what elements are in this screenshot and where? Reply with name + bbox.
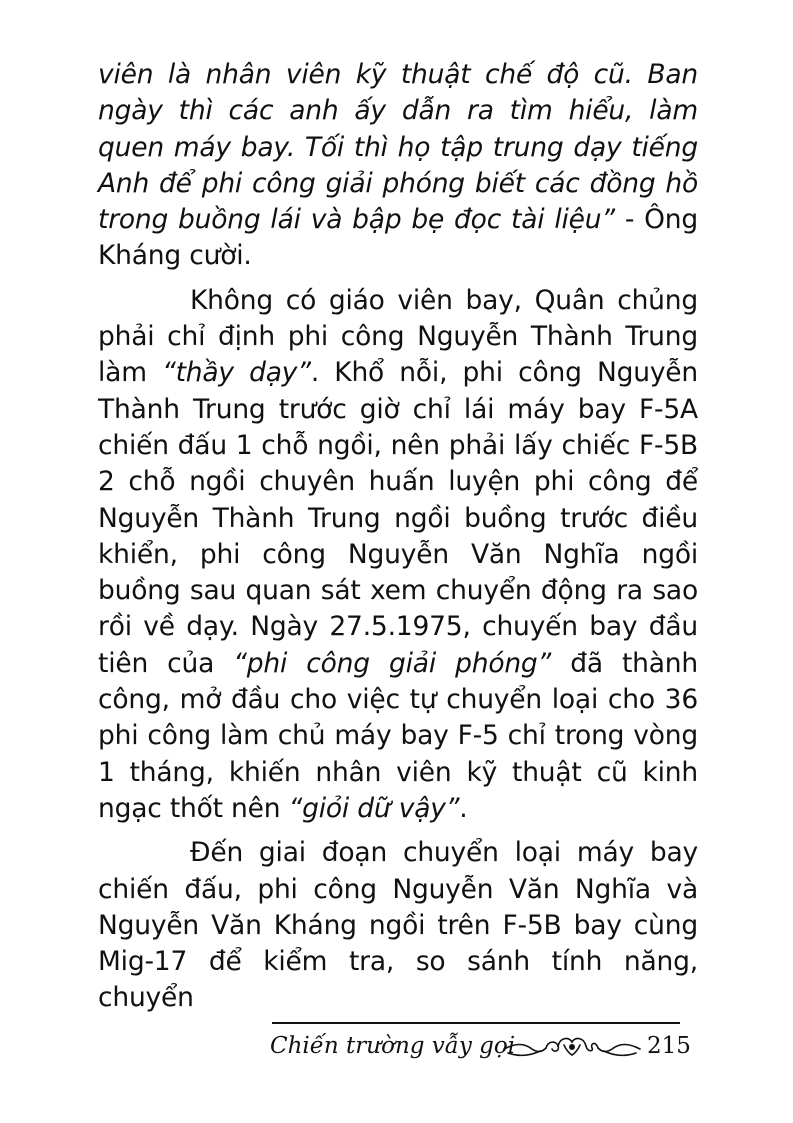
quote-text: viên là nhân viên kỹ thuật chế độ cũ. Ban ngày thì các anh ấy dẫn ra tìm hiểu, làm quen máy bay. Tối thì họ tập trung dạy tiếng Anh để phi công giải phóng biết các đồng hồ trong buồng lái và bập bẹ đọc tài liệu” xyxy=(98,59,698,236)
italic-phrase: “giỏi dữ vậy” xyxy=(288,792,460,824)
body-text: Không có giáo viên bay, Quân chủng phải chỉ định phi công Nguyễn Thành Trung làm xyxy=(98,284,698,389)
attribution-text: - Ông Kháng cười. xyxy=(98,204,698,272)
running-title: Chiến trường vẫy gọi xyxy=(270,1033,516,1059)
body-text: . Khổ nỗi, phi công Nguyễn Thành Trung trước giờ chỉ lái máy bay F-5A chiến đấu 1 chỗ ngồi, nên phải lấy chiếc F-5B 2 chỗ ngồi chuyên huấn luyện phi công để Nguyễn Thành Trung ngồi buồng trước điều khiển, phi công Nguyễn Văn Nghĩa ngồi buồng sau quan sát xem chuyển động ra sao rồi về dạy. Ngày 27.5.1975, chuyến bay đầu tiên của xyxy=(98,357,699,679)
italic-phrase: “thầy dạy” xyxy=(162,357,311,389)
page-body xyxy=(98,57,698,1025)
paragraph-2 xyxy=(98,283,698,827)
body-text: Đến giai đoạn chuyển loại máy bay chiến đấu, phi công Nguyễn Văn Nghĩa và Nguyễn Văn Kháng ngồi trên F-5B bay cùng Mig-17 để kiểm tra, so sánh tính năng, chuyển xyxy=(98,837,698,1014)
flourish-ornament-icon xyxy=(502,1032,642,1062)
body-text: đã thành công, mở đầu cho việc tự chuyển loại cho 36 phi công làm chủ máy bay F-5 chỉ trong vòng 1 tháng, khiến nhân viên kỹ thuật cũ kinh ngạc thốt nên xyxy=(98,647,698,824)
page-number: 215 xyxy=(647,1033,691,1059)
paragraph-3 xyxy=(98,835,698,1016)
footer-rule xyxy=(272,1022,680,1024)
page-footer xyxy=(270,1022,690,1070)
body-text: . xyxy=(459,792,468,824)
italic-phrase: “phi công giải phóng” xyxy=(233,647,552,679)
paragraph-1 xyxy=(98,57,698,275)
